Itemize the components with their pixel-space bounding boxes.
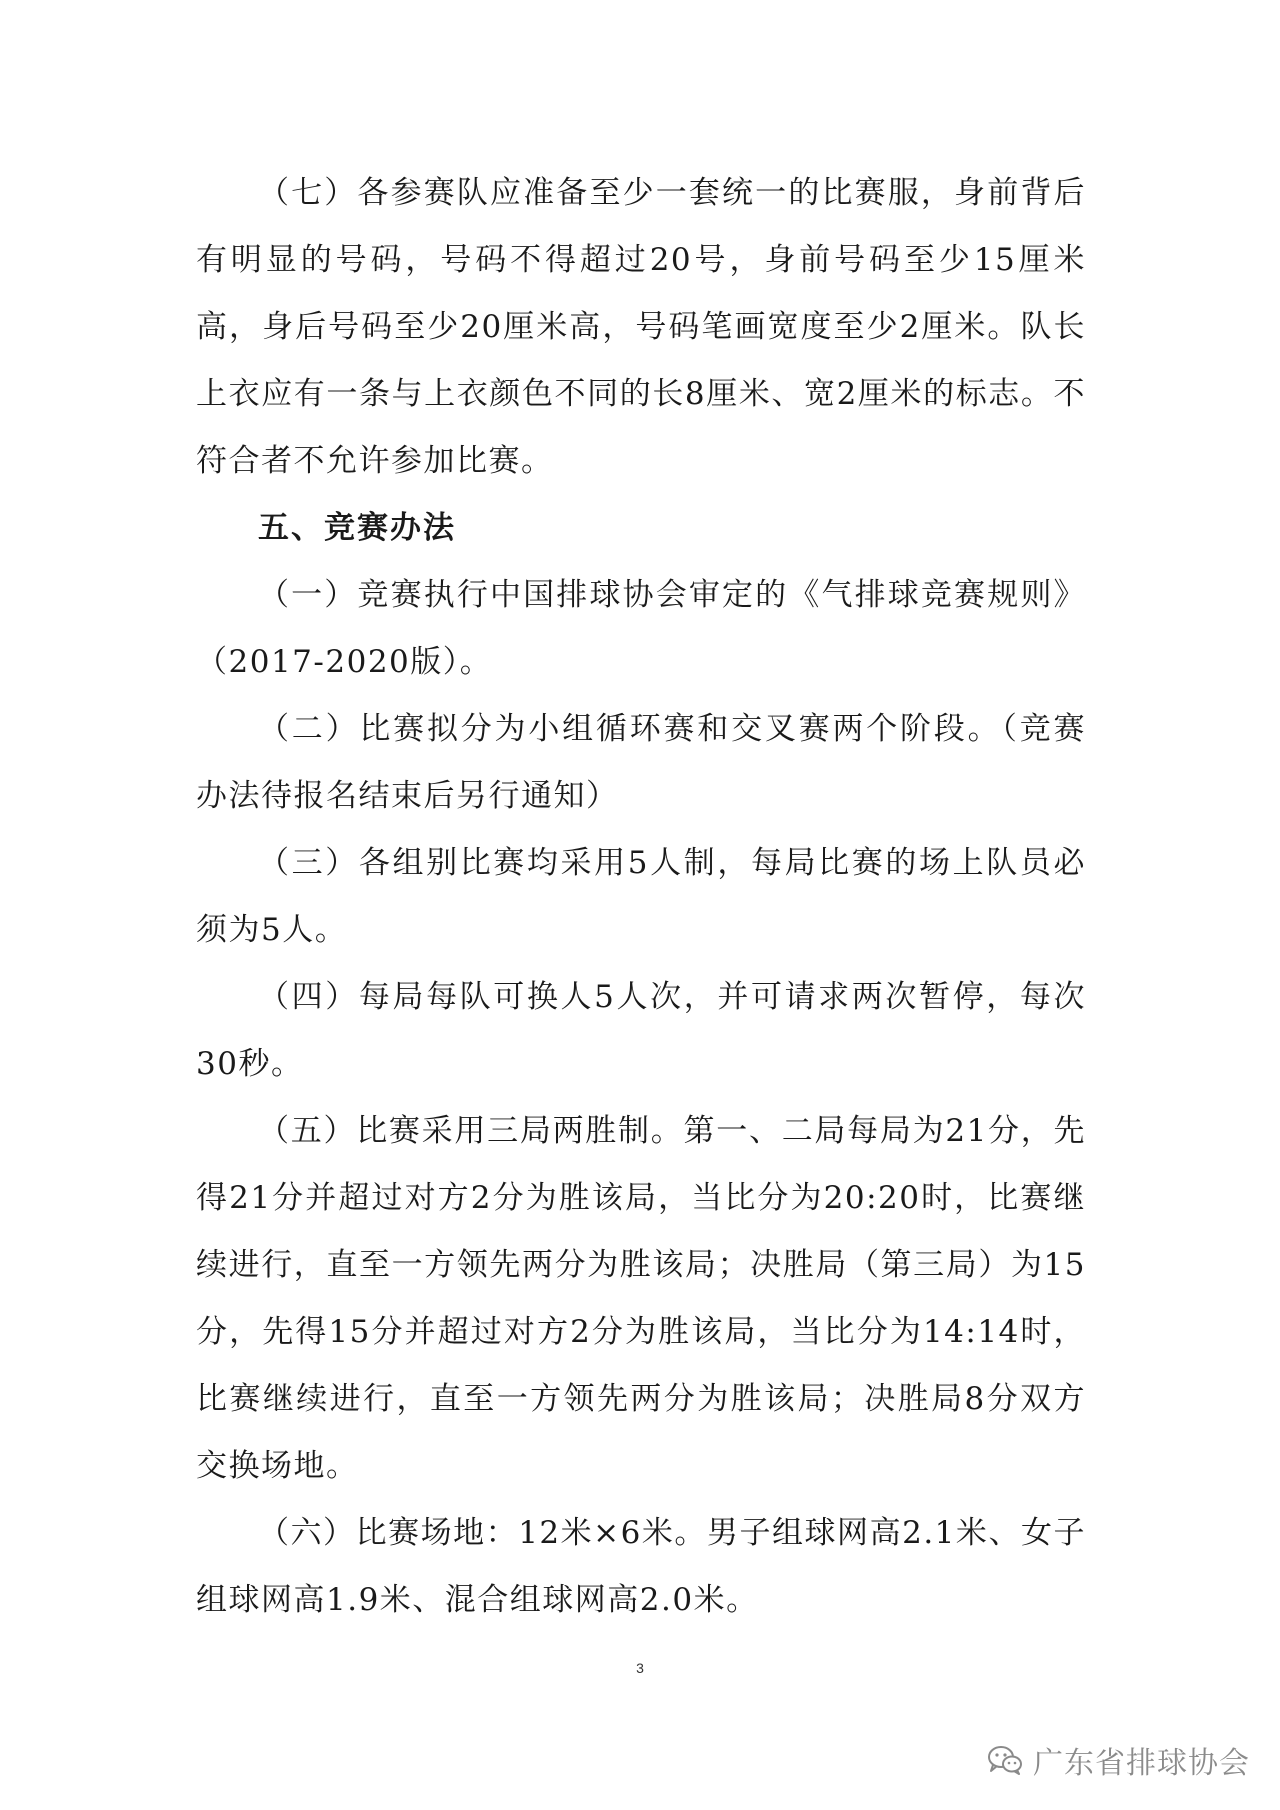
wechat-icon	[987, 1744, 1023, 1776]
paragraph-stages: （二）比赛拟分为小组循环赛和交叉赛两个阶段。（竞赛办法待报名结束后另行通知）	[196, 711, 1086, 814]
watermark-text: 广东省排球协会	[1033, 1746, 1250, 1781]
watermark	[987, 1738, 1250, 1782]
section-heading-competition-methods: 五、竞赛办法	[258, 510, 456, 546]
paragraph-scoring: （五）比赛采用三局两胜制。第一、二局每局为21分，先得21分并超过对方2分为胜该局，当比分为20:20时，比赛继续进行，直至一方领先两分为胜该局；决胜局（第三局）为15分，先得15分并超过对方2分为胜该局，当比分为14:14时，比赛继续进行，直至一方领先两分为胜该局；决胜局8分双方交换场地。	[196, 1113, 1086, 1484]
paragraph-substitutions: （四）每局每队可换人5人次，并可请求两次暂停，每次30秒。	[196, 979, 1086, 1082]
document-body	[196, 160, 1086, 1634]
page-number: 3	[636, 1660, 644, 1676]
paragraph-rules-reference: （一）竞赛执行中国排球协会审定的《气排球竞赛规则》（2017-2020版）。	[196, 577, 1086, 680]
paragraph-team-size: （三）各组别比赛均采用5人制，每局比赛的场上队员必须为5人。	[196, 845, 1086, 948]
paragraph-uniform-rules: （七）各参赛队应准备至少一套统一的比赛服，身前背后有明显的号码，号码不得超过20号，身前号码至少15厘米高，身后号码至少20厘米高，号码笔画宽度至少2厘米。队长上衣应有一条与上衣颜色不同的长8厘米、宽2厘米的标志。不符合者不允许参加比赛。	[196, 175, 1086, 479]
paragraph-court: （六）比赛场地：12米×6米。男子组球网高2.1米、女子组球网高1.9米、混合组球网高2.0米。	[196, 1515, 1086, 1618]
